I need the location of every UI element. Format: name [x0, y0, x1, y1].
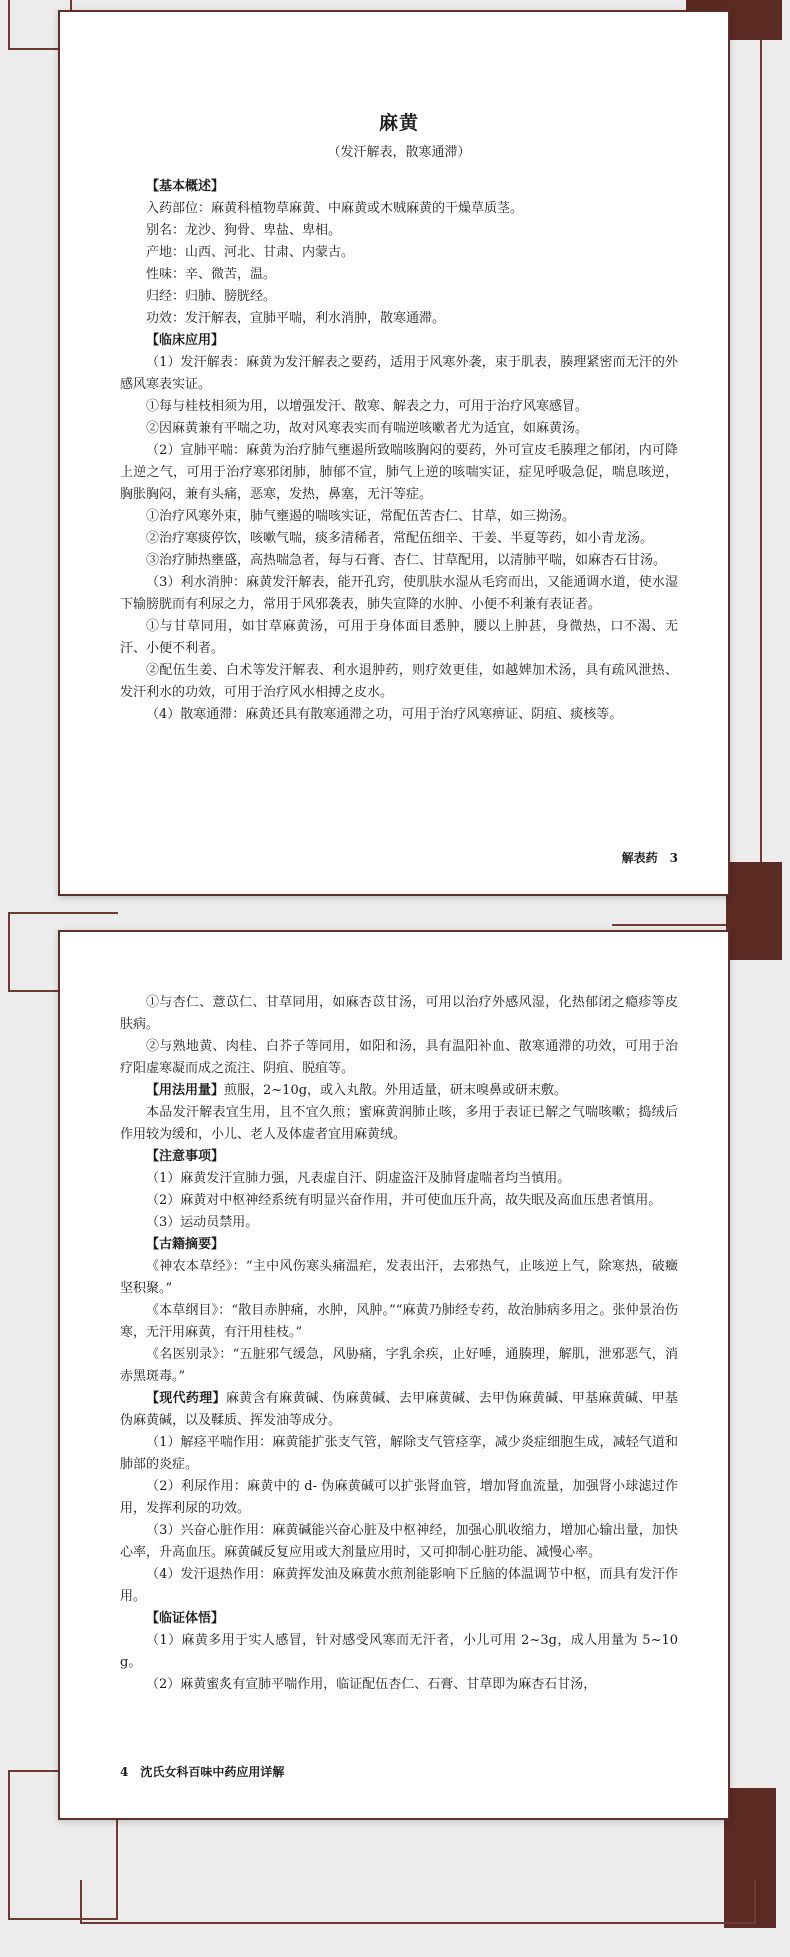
paragraph: （3）利水消肿：麻黄发汗解表，能开孔窍，使肌肤水湿从毛窍而出，又能通调水道，使水湿下输膀胱而有利尿之力，常用于风邪袭表，肺失宣降的水肿、小便不利兼有表证者。 [120, 575, 678, 612]
section-heading: 【基本概述】 [146, 179, 225, 194]
page-title: 麻黄 [378, 112, 419, 134]
paragraph: （3）兴奋心脏作用：麻黄碱能兴奋心脏及中枢神经，加强心肌收缩力，增加心输出量，加快心率，升高血压。麻黄碱反复应用或大剂量应用时，又可抑制心脏功能、减慢心率。 [120, 1523, 678, 1560]
page-footer: 4 沈氏女科百味中药应用详解 [120, 1765, 285, 1779]
paragraph-text: 煎服，2~10g，或入丸散。外用适量，研末嗅鼻或研末敷。 [224, 1083, 568, 1098]
paragraph: ②因麻黄兼有平喘之功，故对风寒表实而有喘逆咳嗽者尤为适宜，如麻黄汤。 [146, 421, 589, 436]
paragraph: （1）解痉平喘作用：麻黄能扩张支气管，解除支气管痉挛，减少炎症细胞生成，减轻气道和肺部的炎症。 [120, 1435, 678, 1472]
paragraph [120, 1388, 678, 1432]
page-body [120, 992, 678, 1696]
book-page-3 [58, 10, 730, 896]
paragraph: ②配伍生姜、白术等发汗解表、利水退肿药，则疗效更佳，如越婢加术汤，具有疏风泄热、发汗利水的功效，可用于治疗风水相搏之皮水。 [120, 663, 678, 700]
paragraph-text: 麻黄含有麻黄碱、伪麻黄碱、去甲麻黄碱、去甲伪麻黄碱、甲基麻黄碱、甲基伪麻黄碱，以及鞣质、挥发油等成分。 [120, 1391, 678, 1428]
paragraph: （1）发汗解表：麻黄为发汗解表之要药，适用于风寒外袭，束于肌表，腠理紧密而无汗的外感风寒表实证。 [120, 355, 678, 392]
paragraph: ①每与桂枝相须为用，以增强发汗、散寒、解表之力，可用于治疗风寒感冒。 [146, 399, 589, 414]
paragraph: ①与杏仁、薏苡仁、甘草同用，如麻杏苡甘汤，可用以治疗外感风湿，化热郁闭之瘾疹等皮肤病。 [120, 995, 678, 1032]
paragraph: （2）利尿作用：麻黄中的 d- 伪麻黄碱可以扩张肾血管，增加肾血流量，加强肾小球滤过作用，发挥利尿的功效。 [120, 1479, 678, 1516]
corner-accent-mid-right [726, 862, 782, 960]
paragraph: 本品发汗解表宜生用，且不宜久煎；蜜麻黄润肺止咳，多用于表证已解之气喘咳嗽；捣绒后作用较为缓和，小儿、老人及体虚者宜用麻黄绒。 [120, 1105, 678, 1142]
section-heading: 【现代药理】 [146, 1391, 226, 1406]
paragraph: 功效：发汗解表，宣肺平喘，利水消肿，散寒通滞。 [146, 311, 446, 326]
section-heading: 【临床应用】 [146, 333, 225, 348]
section-heading: 【注意事项】 [146, 1149, 225, 1164]
paragraph: （4）散寒通滞：麻黄还具有散寒通滞之功，可用于治疗风寒痹证、阴疽、痰核等。 [146, 707, 623, 722]
page-subtitle: （发汗解表，散寒通滞） [327, 145, 471, 160]
paragraph: 性味：辛、微苦，温。 [146, 267, 277, 282]
paragraph: （2）麻黄对中枢神经系统有明显兴奋作用，并可使血压升高，故失眠及高血压患者慎用。 [146, 1193, 662, 1208]
paragraph: 产地：山西、河北、甘肃、内蒙古。 [146, 245, 355, 260]
paragraph: ②与熟地黄、肉桂、白芥子等同用，如阳和汤，具有温阳补血、散寒通滞的功效，可用于治疗阳虚寒凝而成之流注、阴疽、脱疽等。 [120, 1039, 678, 1076]
paragraph: （1）麻黄发汗宣肺力强，凡表虚自汗、阴虚盗汗及肺肾虚喘者均当慎用。 [146, 1171, 571, 1186]
paragraph: 归经：归肺、膀胱经。 [146, 289, 277, 304]
paragraph: ②治疗寒痰停饮，咳嗽气喘，痰多清稀者，常配伍细辛、干姜、半夏等药，如小青龙汤。 [146, 531, 654, 546]
paragraph: （2）麻黄蜜炙有宣肺平喘作用，临证配伍杏仁、石膏、甘草即为麻杏石甘汤， [146, 1677, 597, 1692]
paragraph: 《本草纲目》：“散目赤肿痛，水肿，风肿。”“麻黄乃肺经专药，故治肺病多用之。张仲景治伤寒，无汗用麻黄，有汗用桂枝。” [120, 1303, 678, 1340]
paragraph [120, 1080, 678, 1102]
paragraph: 《神农本草经》：“主中风伤寒头痛温疟，发表出汗，去邪热气，止咳逆上气，除寒热，破癥坚积聚。” [120, 1259, 678, 1296]
paragraph: 别名：龙沙、狗骨、卑盐、卑相。 [146, 223, 342, 238]
paragraph: ①与甘草同用，如甘草麻黄汤，可用于身体面目悉肿，腰以上肿甚，身微热，口不渴、无汗、小便不利者。 [120, 619, 678, 656]
paragraph: （1）麻黄多用于实人感冒，针对感受风寒而无汗者，小儿可用 2~3g，成人用量为 5~10g。 [120, 1633, 678, 1670]
book-page-4 [58, 930, 730, 1820]
paragraph: ③治疗肺热壅盛，高热喘急者，每与石膏、杏仁、甘草配用，以清肺平喘，如麻杏石甘汤。 [146, 553, 667, 568]
paragraph: （2）宣肺平喘：麻黄为治疗肺气壅遏所致喘咳胸闷的要药，外可宣皮毛腠理之郁闭，内可降上逆之气，可用于治疗寒邪闭肺，肺郁不宣，肺气上逆的咳喘实证，症见呼吸急促，喘息咳逆，胸胀胸闷，兼有头痛，恶寒，发热，鼻塞，无汗等症。 [120, 443, 678, 502]
section-heading: 【古籍摘要】 [146, 1237, 225, 1252]
paragraph: （3）运动员禁用。 [146, 1215, 259, 1230]
page-footer: 解表药 3 [621, 851, 678, 865]
frame-line-bottom-right [80, 1880, 756, 1924]
paragraph: ①治疗风寒外束，肺气壅遏的喘咳实证，常配伍苦杏仁、甘草，如三拗汤。 [146, 509, 576, 524]
paragraph: （4）发汗退热作用：麻黄挥发油及麻黄水煎剂能影响下丘脑的体温调节中枢，而具有发汗作用。 [120, 1567, 678, 1604]
page-body [120, 176, 678, 726]
section-heading: 【用法用量】 [146, 1083, 225, 1098]
section-heading: 【临证体悟】 [146, 1611, 225, 1626]
paragraph: 入药部位：麻黄科植物草麻黄、中麻黄或木贼麻黄的干燥草质茎。 [146, 201, 524, 216]
paragraph: 《名医别录》：“五脏邪气缓急，风胁痛，字乳余疾，止好唾，通腠理，解肌，泄邪恶气，消赤黑斑毒。” [120, 1347, 678, 1384]
